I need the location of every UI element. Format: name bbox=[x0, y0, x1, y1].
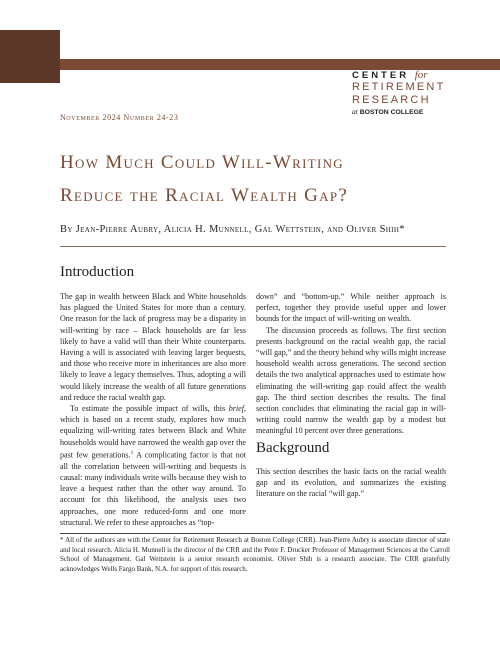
background-text bbox=[256, 466, 446, 500]
title-line-2: Reduce the Racial Wealth Gap? bbox=[60, 185, 349, 206]
intro-paragraph-1: The gap in wealth between Black and White households has plagued the United States for more than a century. One reason for the lack of progress may be a disparity in will-writing by race – Black households are far less likely to have a valid will than their White counterparts. Having a will is associated with leaving larger bequests, and those who receive more in inheritances are also more likely to leave a legacy themselves. Thus, adopting a will would likely increase the wealth of all future generations and reduce the racial wealth gap. bbox=[60, 292, 246, 402]
author-footnote bbox=[60, 536, 450, 574]
crr-logo bbox=[352, 70, 472, 118]
background-paragraph-1: This section describes the basic facts on the racial wealth gap and its evolution, and summarizes the existing literature on the racial “will gap.” bbox=[256, 467, 446, 499]
intro-paragraph-2-continued: down” and “bottom-up.” While neither approach is perfect, together they provide useful upper and lower bounds for the impact of will-writing on wealth. bbox=[256, 292, 446, 324]
intro-paragraph-2: To estimate the possible impact of wills, this brief, which is based on a recent study, explores how much equalizing will-writing rates between Black and White households would have narrowed the wealth gap over the past few generations.$^1$ A complicating factor is that not all the correlation between will-writing and bequests is causal: many individuals write wills because they wish to leave a bequest rather than the other way around. To account for this likelihood, the analysis uses two approaches, one more reduced-form and one more structural. We refer to these approaches as “top- bbox=[60, 404, 247, 527]
logo-line-center: CENTER for bbox=[352, 69, 428, 81]
text-column-right bbox=[256, 291, 446, 437]
section-heading-introduction: Introduction bbox=[60, 264, 135, 280]
footnote-divider bbox=[60, 533, 446, 534]
text-column-left bbox=[60, 291, 246, 528]
issue-date-number: November 2024 Number 24-23 bbox=[60, 113, 179, 122]
author-footnote-text: * All of the authors are with the Center for Retirement Research at Boston College (CRR). Jean-Pierre Aubry is associate director of state and local research. Alicia H. Munnell is the director of the CRR and the Peter F. Drucker Professor of Management Sciences at the Carroll School of Management. Gal Wettstein is a senior research economist. Oliver Shih is a research associate. The CRR gratefully acknowledges Wells Fargo Bank, N.A. for support of this research. bbox=[60, 536, 450, 573]
logo-line-research: RESEARCH bbox=[352, 94, 431, 106]
section-heading-background: Background bbox=[256, 440, 330, 456]
footnote-ref-1: 1 bbox=[130, 449, 134, 456]
title-line-1: How Much Could Will-Writing bbox=[60, 152, 344, 173]
page-title bbox=[60, 146, 460, 212]
title-divider bbox=[60, 246, 446, 247]
author-byline: By Jean-Pierre Aubry, Alicia H. Munnell, Gal Wettstein, and Oliver Shih* bbox=[60, 224, 405, 235]
header-brand-block bbox=[0, 30, 60, 83]
logo-line-retirement: RETIREMENT bbox=[352, 81, 446, 93]
intro-paragraph-3: The discussion proceeds as follows. The first section presents background on the racial wealth gap, the racial “will gap,” and the theory behind why wills might increase household wealth across generations. The second section details the two analytical approaches used to estimate how eliminating the will-writing gap could affect the wealth gap. The third section describes the results. The final section concludes that eliminating the racial gap in will-writing could narrow the wealth gap by a modest but meaningful 10 percent over three generations. bbox=[256, 325, 446, 436]
logo-line-boston-college: at BOSTON COLLEGE bbox=[352, 107, 424, 116]
header-brand-bar bbox=[60, 59, 500, 70]
